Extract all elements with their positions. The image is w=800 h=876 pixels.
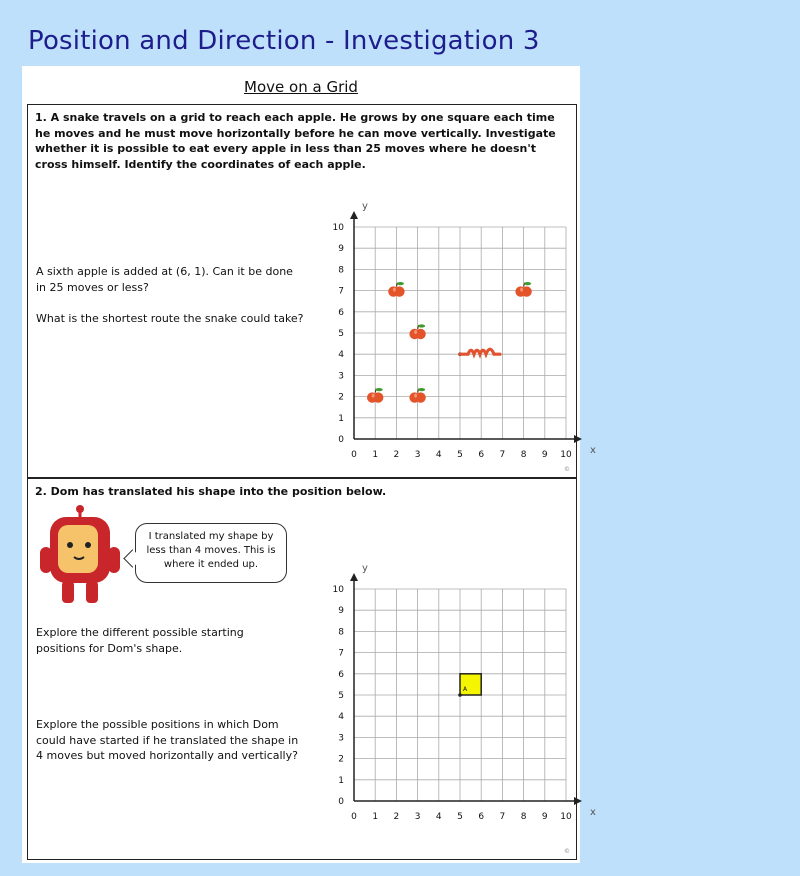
worksheet-heading: Move on a Grid — [244, 78, 358, 96]
x-tick-label: 3 — [414, 812, 421, 822]
x-tick-label: 4 — [435, 812, 442, 822]
y-tick-label: 10 — [332, 223, 344, 233]
question-1-panel — [27, 104, 596, 478]
apple-icon — [515, 282, 531, 297]
y-tick-label: 7 — [338, 648, 344, 659]
sixth-apple-prompt: A sixth apple is added at (6, 1). Can it be done in 25 moves or less? — [36, 265, 293, 294]
y-tick-label: 8 — [338, 265, 344, 276]
slide-title: Position and Direction - Investigation 3 — [28, 26, 540, 56]
question-2-intro: 2. Dom has translated his shape into the position below. — [35, 485, 387, 498]
shape-anchor-point — [458, 693, 462, 697]
y-tick-label: 1 — [338, 413, 344, 424]
robot-icon — [36, 505, 128, 605]
x-tick-label: 7 — [499, 812, 506, 822]
question-1-intro: 1. A snake travels on a grid to reach each apple. He grows by one square each time he moves and he must move horizontally before he can move vertically. Investigate whether it is possible to eat every apple in less than 25 moves where he doesn't cross himself. Identify the coordinates of each apple. — [35, 111, 556, 171]
x-tick-label: 8 — [520, 450, 527, 460]
apple-icon — [409, 324, 425, 339]
x-tick-label: 2 — [393, 812, 400, 822]
y-tick-label: 3 — [338, 371, 344, 382]
x-tick-label: 5 — [457, 450, 463, 460]
x-axis-label: x — [590, 807, 596, 818]
explore-start-prompt: Explore the different possible starting positions for Dom's shape. — [36, 626, 244, 655]
y-tick-label: 0 — [338, 797, 344, 807]
translated-shape — [458, 674, 481, 697]
apple-icon — [388, 282, 404, 297]
y-axis-arrow — [350, 573, 358, 581]
x-tick-label: 7 — [499, 450, 506, 460]
apple-icon — [367, 388, 383, 403]
question-2-panel — [27, 478, 596, 860]
explore-four-moves-prompt: Explore the possible positions in which Dom could have started if he translated the shape in 4 moves but moved horizontally and vertically? — [36, 718, 299, 763]
speech-bubble-text: I translated my shape by less than 4 moves. This is where it ended up. — [146, 531, 276, 570]
x-tick-label: 4 — [435, 450, 442, 460]
x-axis-arrow — [574, 435, 582, 443]
y-axis-label: y — [362, 201, 368, 212]
shortest-route-prompt: What is the shortest route the snake could take? — [36, 312, 304, 325]
apple-icon — [409, 388, 425, 403]
y-tick-label: 4 — [338, 712, 344, 723]
speech-bubble — [135, 523, 287, 583]
x-tick-label: 9 — [541, 450, 548, 460]
coordinate-grid-1 — [310, 181, 596, 461]
y-tick-label: 5 — [338, 691, 344, 701]
y-tick-label: 10 — [332, 585, 344, 595]
worksheet — [22, 66, 596, 863]
x-tick-label: 0 — [351, 450, 357, 460]
y-tick-label: 2 — [338, 754, 344, 765]
y-tick-label: 7 — [338, 286, 344, 297]
x-tick-label: 0 — [351, 812, 357, 822]
coordinate-grid-2 — [310, 543, 596, 823]
y-axis-label: y — [362, 563, 368, 574]
y-tick-label: 4 — [338, 350, 344, 361]
x-tick-label: 2 — [393, 450, 400, 460]
x-tick-label: 10 — [560, 812, 572, 822]
y-tick-label: 9 — [338, 244, 344, 255]
x-tick-label: 1 — [372, 450, 379, 460]
x-tick-label: 6 — [478, 812, 485, 822]
y-tick-label: 9 — [338, 606, 344, 617]
y-tick-label: 3 — [338, 733, 344, 744]
copyright-mark: © — [564, 466, 570, 473]
y-tick-label: 1 — [338, 775, 344, 786]
x-tick-label: 8 — [520, 812, 527, 822]
x-tick-label: 10 — [560, 450, 572, 460]
x-tick-label: 5 — [457, 812, 463, 822]
x-axis-arrow — [574, 797, 582, 805]
x-tick-label: 6 — [478, 450, 485, 460]
y-tick-label: 6 — [338, 669, 344, 680]
y-tick-label: 0 — [338, 435, 344, 445]
y-tick-label: 6 — [338, 307, 344, 318]
y-tick-label: 2 — [338, 392, 344, 403]
shape-label: A — [463, 686, 468, 693]
snake-icon — [458, 349, 500, 356]
x-tick-label: 3 — [414, 450, 421, 460]
y-tick-label: 8 — [338, 627, 344, 638]
x-tick-label: 9 — [541, 812, 548, 822]
y-axis-arrow — [350, 211, 358, 219]
x-axis-label: x — [590, 445, 596, 456]
copyright-mark: © — [564, 848, 570, 855]
y-tick-label: 5 — [338, 329, 344, 339]
x-tick-label: 1 — [372, 812, 379, 822]
